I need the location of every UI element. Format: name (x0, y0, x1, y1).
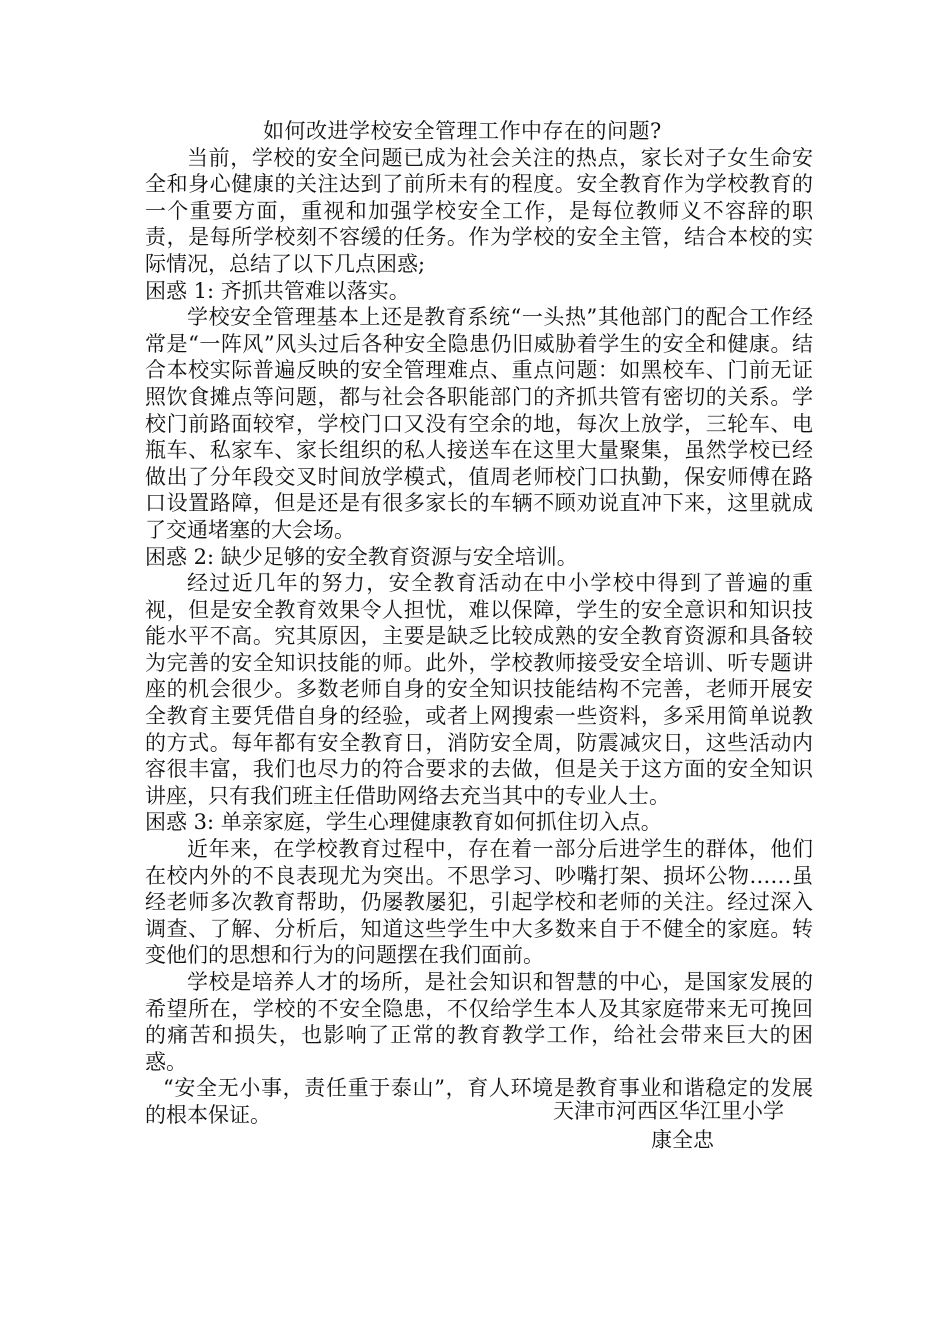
signature-author: 康全忠 (651, 1128, 714, 1152)
section-2-body: 经过近几年的努力，安全教育活动在中小学校中得到了普遍的重视，但是安全教育效果令人担忧，难以保障，学生的安全意识和知识技能水平不高。究其原因，主要是缺乏比较成熟的安全教育资源和具备较为完善的安全知识技能的师。此外，学校教师接受安全培训、听专题讲座的机会很少。多数老师自身的安全知识技能结构不完善，老师开展安全教育主要凭借自身的经验，或者上网搜索一些资料，多采用简单说教的方式。每年都有安全教育日，消防安全周，防震减灾日，这些活动内容很丰富，我们也尽力的符合要求的去做，但是关于这方面的安全知识讲座，只有我们班主任借助网络去充当其中的专业人士。 (145, 571, 813, 808)
intro-paragraph: 当前，学校的安全问题已成为社会关注的热点，家长对子女生命安全和身心健康的关注达到了前所未有的程度。安全教育作为学校教育的一个重要方面，重视和加强学校安全工作，是每位教师义不容辞的职责，是每所学校刻不容缓的任务。作为学校的安全主管，结合本校的实际情况，总结了以下几点困惑; (145, 145, 813, 276)
conclusion-paragraph-1: 学校是培养人才的场所，是社会知识和智慧的中心，是国家发展的希望所在，学校的不安全隐患，不仅给学生本人及其家庭带来无可挽回的痛苦和损失，也影响了正常的教育教学工作，给社会带来巨大的困惑。 (145, 970, 813, 1074)
conclusion-paragraph-2: “安全无小事，责任重于泰山”，育人环境是教育事业和谐稳定的发展的根本保证。 (145, 1076, 813, 1127)
document-page (145, 118, 813, 1129)
signature-school: 天津市河西区华江里小学 (553, 1099, 784, 1123)
section-3-heading: 困惑 3: 单亲家庭，学生心理健康教育如何抓住切入点。 (145, 810, 662, 835)
section-3-body: 近年来，在学校教育过程中，存在着一部分后进学生的群体，他们在校内外的不良表现尤为突出。不思学习、吵嘴打架、损坏公物……虽经老师多次教育帮助，仍屡教屡犯，引起学校和老师的关注。经过深入调查、了解、分析后，知道这些学生中大多数来自于不健全的家庭。转变他们的思想和行为的问题摆在我们面前。 (145, 837, 813, 968)
section-1-heading: 困惑 1: 齐抓共管难以落实。 (145, 278, 410, 303)
section-1-body: 学校安全管理基本上还是教育系统“一头热”其他部门的配合工作经常是“一阵风”风头过后各种安全隐患仍旧威胁着学生的安全和健康。结合本校实际普遍反映的安全管理难点、重点问题：如黑校车、门前无证照饮食摊点等问题，都与社会各职能部门的齐抓共管有密切的关系。学校门前路面较窄，学校门口又没有空余的地，每次上放学，三轮车、电瓶车、私家车、家长组织的私人接送车在这里大量聚集，虽然学校已经做出了分年段交叉时间放学模式，值周老师校门口执勤，保安师傅在路口设置路障，但是还是有很多家长的车辆不顾劝说直冲下来，这里就成了交通堵塞的大会场。 (145, 305, 813, 542)
signature-block (553, 1097, 784, 1155)
section-2-heading: 困惑 2: 缺少足够的安全教育资源与安全培训。 (145, 544, 578, 569)
document-title: 如何改进学校安全管理工作中存在的问题? (263, 119, 662, 143)
